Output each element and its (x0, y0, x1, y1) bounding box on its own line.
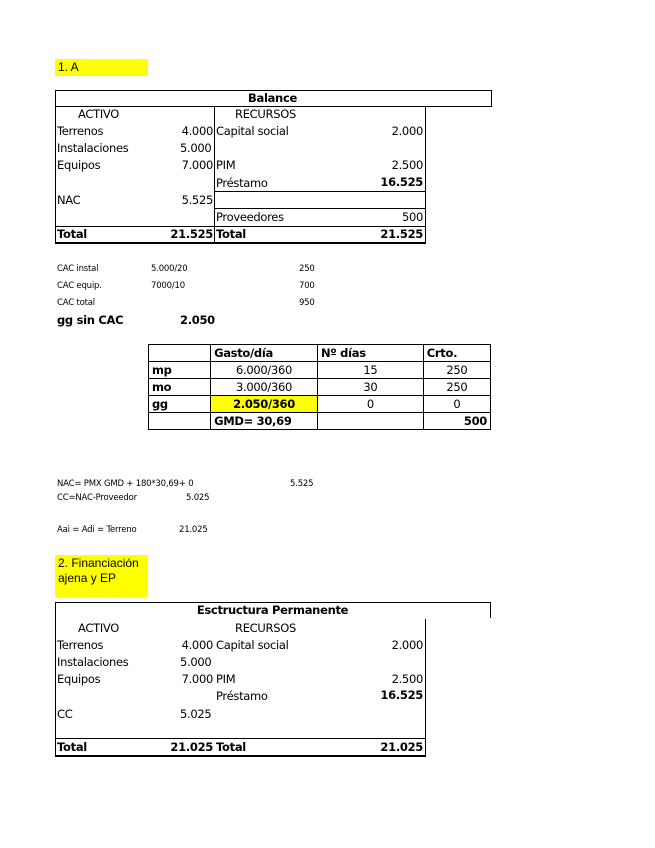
total-label: Total (57, 740, 87, 754)
total-recursos: 21.025 (380, 740, 423, 754)
gmd-value: GMD= 30,69 (211, 413, 318, 430)
activo-value: 5.000 (180, 655, 212, 669)
activo-label: Terrenos (57, 124, 104, 138)
balance-title: Balance (248, 91, 297, 105)
activo-value: 5.525 (181, 193, 213, 207)
table-row (149, 362, 491, 379)
table-cell (149, 413, 211, 430)
recursos-label: Capital social (216, 638, 289, 652)
activo-value: 4.000 (181, 124, 213, 138)
activo-header: ACTIVO (78, 621, 120, 635)
gmd-table (148, 344, 491, 430)
recursos-value: 2.000 (391, 638, 423, 652)
cac-value: 950 (299, 298, 315, 308)
total-activo: 21.525 (170, 227, 213, 241)
recursos-header: RECURSOS (235, 107, 296, 121)
total-recursos: 21.525 (380, 227, 423, 241)
total-label: Total (216, 227, 246, 241)
crto-cell: 0 (423, 396, 490, 413)
recursos-label: PIM (216, 158, 236, 172)
activo-label: Equipos (57, 672, 101, 686)
activo-label: Instalaciones (57, 655, 129, 669)
activo-value: 7.000 (181, 672, 213, 686)
cac-label: CAC total (57, 298, 95, 308)
activo-label: Terrenos (57, 638, 104, 652)
activo-label: NAC (57, 193, 81, 207)
table-header: Gasto/día (211, 345, 318, 362)
cac-label: CAC instal (57, 264, 99, 274)
gasto-cell: 6.000/360 (211, 362, 318, 379)
total-activo: 21.025 (170, 740, 213, 754)
recursos-value: 16.525 (380, 688, 423, 702)
recursos-label: Préstamo (216, 176, 268, 190)
table-row (149, 379, 491, 396)
recursos-label: Préstamo (216, 689, 268, 703)
recursos-label: Proveedores (216, 210, 284, 224)
section-2-title-line2: ajena y EP (58, 571, 117, 585)
section-2-title (55, 555, 148, 597)
recursos-header: RECURSOS (235, 621, 296, 635)
table-cell (149, 345, 211, 362)
cac-label: CAC equip. (57, 281, 102, 291)
recursos-value: 500 (401, 210, 423, 224)
cac-formula: 5.000/20 (151, 264, 188, 274)
recursos-value: 2.500 (391, 672, 423, 686)
estructura-title: Esctructura Permanente (196, 603, 349, 617)
crto-cell: 250 (423, 379, 490, 396)
crto-cell: 250 (423, 362, 490, 379)
recursos-label: Capital social (216, 124, 289, 138)
cac-value: 250 (299, 264, 315, 274)
activo-value: 5.000 (180, 141, 212, 155)
activo-value: 7.000 (181, 158, 213, 172)
nac-value: 5.525 (290, 479, 314, 489)
cc-formula: CC=NAC-Proveedor (57, 493, 137, 503)
table-row (149, 413, 491, 430)
table-row (149, 345, 491, 362)
gasto-cell-highlighted: 2.050/360 (211, 396, 318, 413)
activo-value: 5.025 (180, 707, 212, 721)
dias-cell: 15 (317, 362, 423, 379)
activo-label: Equipos (57, 158, 101, 172)
activo-value: 4.000 (181, 638, 213, 652)
total-label: Total (216, 740, 246, 754)
section-1-title: 1. A (55, 59, 148, 76)
cc-value: 5.025 (186, 493, 210, 503)
table-row (149, 396, 491, 413)
table-header: Crto. (423, 345, 490, 362)
gg-value: 2.050 (180, 313, 215, 327)
cac-formula: 7000/10 (151, 281, 185, 291)
gmd-total: 500 (423, 413, 490, 430)
table-cell (317, 413, 423, 430)
activo-label: CC (57, 707, 73, 721)
gg-label: gg sin CAC (57, 313, 124, 327)
recursos-value: 2.500 (391, 158, 423, 172)
dias-cell: 30 (317, 379, 423, 396)
recursos-value: 16.525 (380, 175, 423, 189)
row-label: mo (149, 379, 211, 396)
dias-cell: 0 (317, 396, 423, 413)
recursos-value: 2.000 (391, 124, 423, 138)
aai-value: 21.025 (179, 525, 208, 535)
gasto-cell: 3.000/360 (211, 379, 318, 396)
row-label: gg (149, 396, 211, 413)
activo-header: ACTIVO (78, 107, 120, 121)
activo-label: Instalaciones (57, 141, 129, 155)
row-label: mp (149, 362, 211, 379)
cac-value: 700 (299, 281, 315, 291)
section-2-title-line1: 2. Financiación (58, 556, 139, 570)
recursos-label: PIM (216, 672, 236, 686)
nac-formula: NAC= PMX GMD + 180*30,69+ 0 (57, 479, 194, 489)
total-label: Total (57, 227, 87, 241)
table-header: Nº días (317, 345, 423, 362)
aai-formula: Aai = Adi = Terreno (57, 525, 137, 535)
